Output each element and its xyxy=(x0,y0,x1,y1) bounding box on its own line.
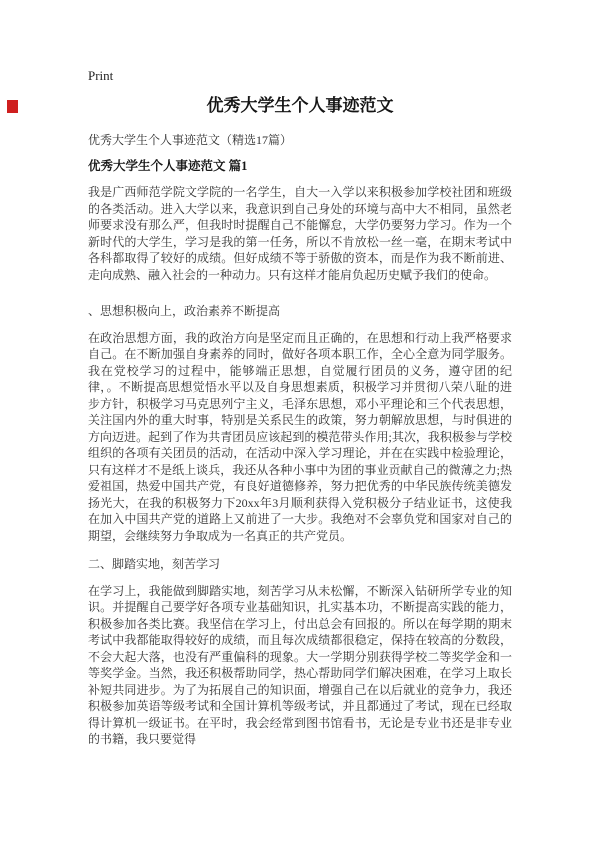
article-section-title: 优秀大学生个人事迹范文 篇1 xyxy=(88,159,248,173)
body-paragraph: 我是广西师范学院文学院的一名学生，自大一入学以来积极参加学校社团和班级的各类活动。进入大学以来，我意识到自己身处的环境与高中大不相同，虽然老师要求没有那么严，但我时时提醒自己不能懈怠，大学仍要努力学习。作为一个新时代的大学生，学习是我的第一任务，所以不肯放松一丝一毫，在期末考试中各科都取得了较好的成绩。但好成绩不等于骄傲的资本，而是作为我不断前进、走向成熟、融入社会的一种动力。只有这样才能肩负起历史赋予我们的使命。 xyxy=(88,185,512,282)
article-subtitle: 优秀大学生个人事迹范文（精选17篇） xyxy=(88,133,293,147)
body-paragraph: 在学习上，我能做到脚踏实地，刻苦学习从未松懈，不断深入钻研所学专业的知识。并提醒自己要学好各项专业基础知识，扎实基本功，不断提高实践的能力，积极参加各类比赛。我坚信在学习上，付出总会有回报的。所以在每学期的期末考试中我都能取得较好的成绩，而且每次成绩都很稳定，保持在较高的分数段，不会大起大落，也没有严重偏科的现象。大一学期分别获得学校二等奖学金和一等奖学金。当然，我还积极帮助同学，热心帮助同学们解决困难，在学习上取长补短共同进步。为了为拓展自己的知识面，增强自己在以后就业的竞争力，我还积极参加英语等级考试和全国计算机等级考试，并且都通过了考试，现在已经取得计算机一级证书。在平时，我会经常到图书馆看书，无论是专业书还是非专业的书籍，我只要觉得 xyxy=(88,583,512,746)
red-square-mark xyxy=(7,100,18,113)
page-title: 优秀大学生个人事迹范文 xyxy=(206,96,394,115)
print-link[interactable]: Print xyxy=(88,68,114,83)
section-heading: 、思想积极向上，政治素养不断提高 xyxy=(88,304,281,318)
body-paragraph: 在政治思想方面，我的政治方向是坚定而且正确的，在思想和行动上我严格要求自己。在不断加强自身素养的同时，做好各项本职工作，全心全意为同学服务。我在党校学习的过程中，能够端正思想，自觉履行团员的义务，遵守团的纪律，。不断提高思想觉悟水平以及自身思想素质，积极学习并贯彻八荣八耻的进步方针，积极学习马克思列宁主义，毛泽东思想，邓小平理论和三个代表思想，关注国内外的重大时事，特别是关系民生的政策，努力朝解放思想，与时俱进的方向迈进。起到了作为共青团员应该起到的模范带头作用;其次，我积极参与学校组织的各项有关团员的活动，在活动中深入学习理论，并在在实践中检验理论，只有这样才不是纸上谈兵，我还从各种小事中为团的事业贡献自己的微薄之力;热爱祖国，热爱中国共产党，有良好道德修养，努力把优秀的中华民族传统美德发扬光大，在我的积极努力下20xx年3月顺利获得入党积极分子结业证书，这使我在加入中国共产党的道路上又前进了一大步。我绝对不会辜负党和国家对自己的期望，会继续努力争取成为一名真正的共产党员。 xyxy=(88,330,512,543)
section-heading: 二、脚踏实地，刻苦学习 xyxy=(88,557,221,571)
document-page xyxy=(0,68,600,748)
